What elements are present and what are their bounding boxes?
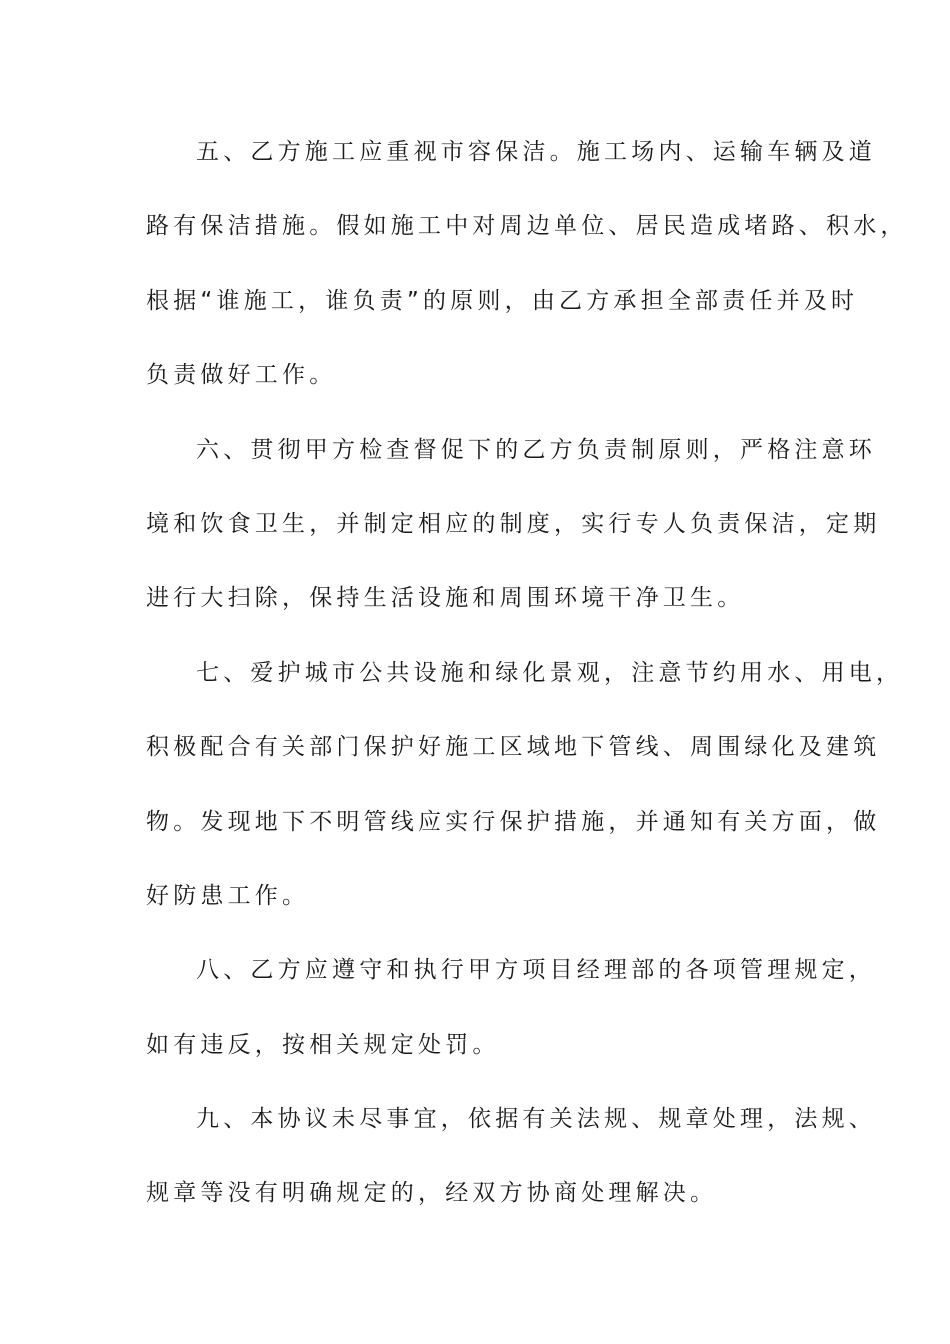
document-body [146,132,908,1248]
text-line: 规章等没有明确规定的，经双方协商处理解决。 [146,1180,718,1207]
text-line: 路有保洁措施。假如施工中对周边单位、居民造成堵路、积水， [146,213,908,240]
text-line: 六、贯彻甲方检查督促下的乙方负责制原则，严格注意环 [196,436,876,463]
text-line: 九、本协议未尽事宜，依据有关法规、规章处理，法规、 [196,1106,876,1133]
text-line: 七、爱护城市公共设施和绿化景观，注意节约用水、用电， [196,659,904,686]
text-line: 积极配合有关部门保护好施工区域地下管线、周围绿化及建筑 [146,734,881,761]
text-line: 进行大扫除，保持生活设施和周围环境干净卫生。 [146,585,745,612]
text-line: 八、乙方应遵守和执行甲方项目经理部的各项管理规定， [196,957,876,984]
text-line: 好防患工作。 [146,882,310,909]
text-line: 五、乙方施工应重视市容保洁。施工场内、运输车辆及道 [196,139,876,165]
text-line: 物。发现地下不明管线应实行保护措施，并通知有关方面，做 [146,808,881,835]
text-line: 负责做好工作。 [146,362,337,389]
text-line: 根据“谁施工，谁负责”的原则，由乙方承担全部责任并及时 [146,287,859,314]
text-line: 境和饮食卫生，并制定相应的制度，实行专人负责保洁，定期 [146,510,881,537]
text-line: 如有违反，按相关规定处罚。 [146,1031,500,1058]
